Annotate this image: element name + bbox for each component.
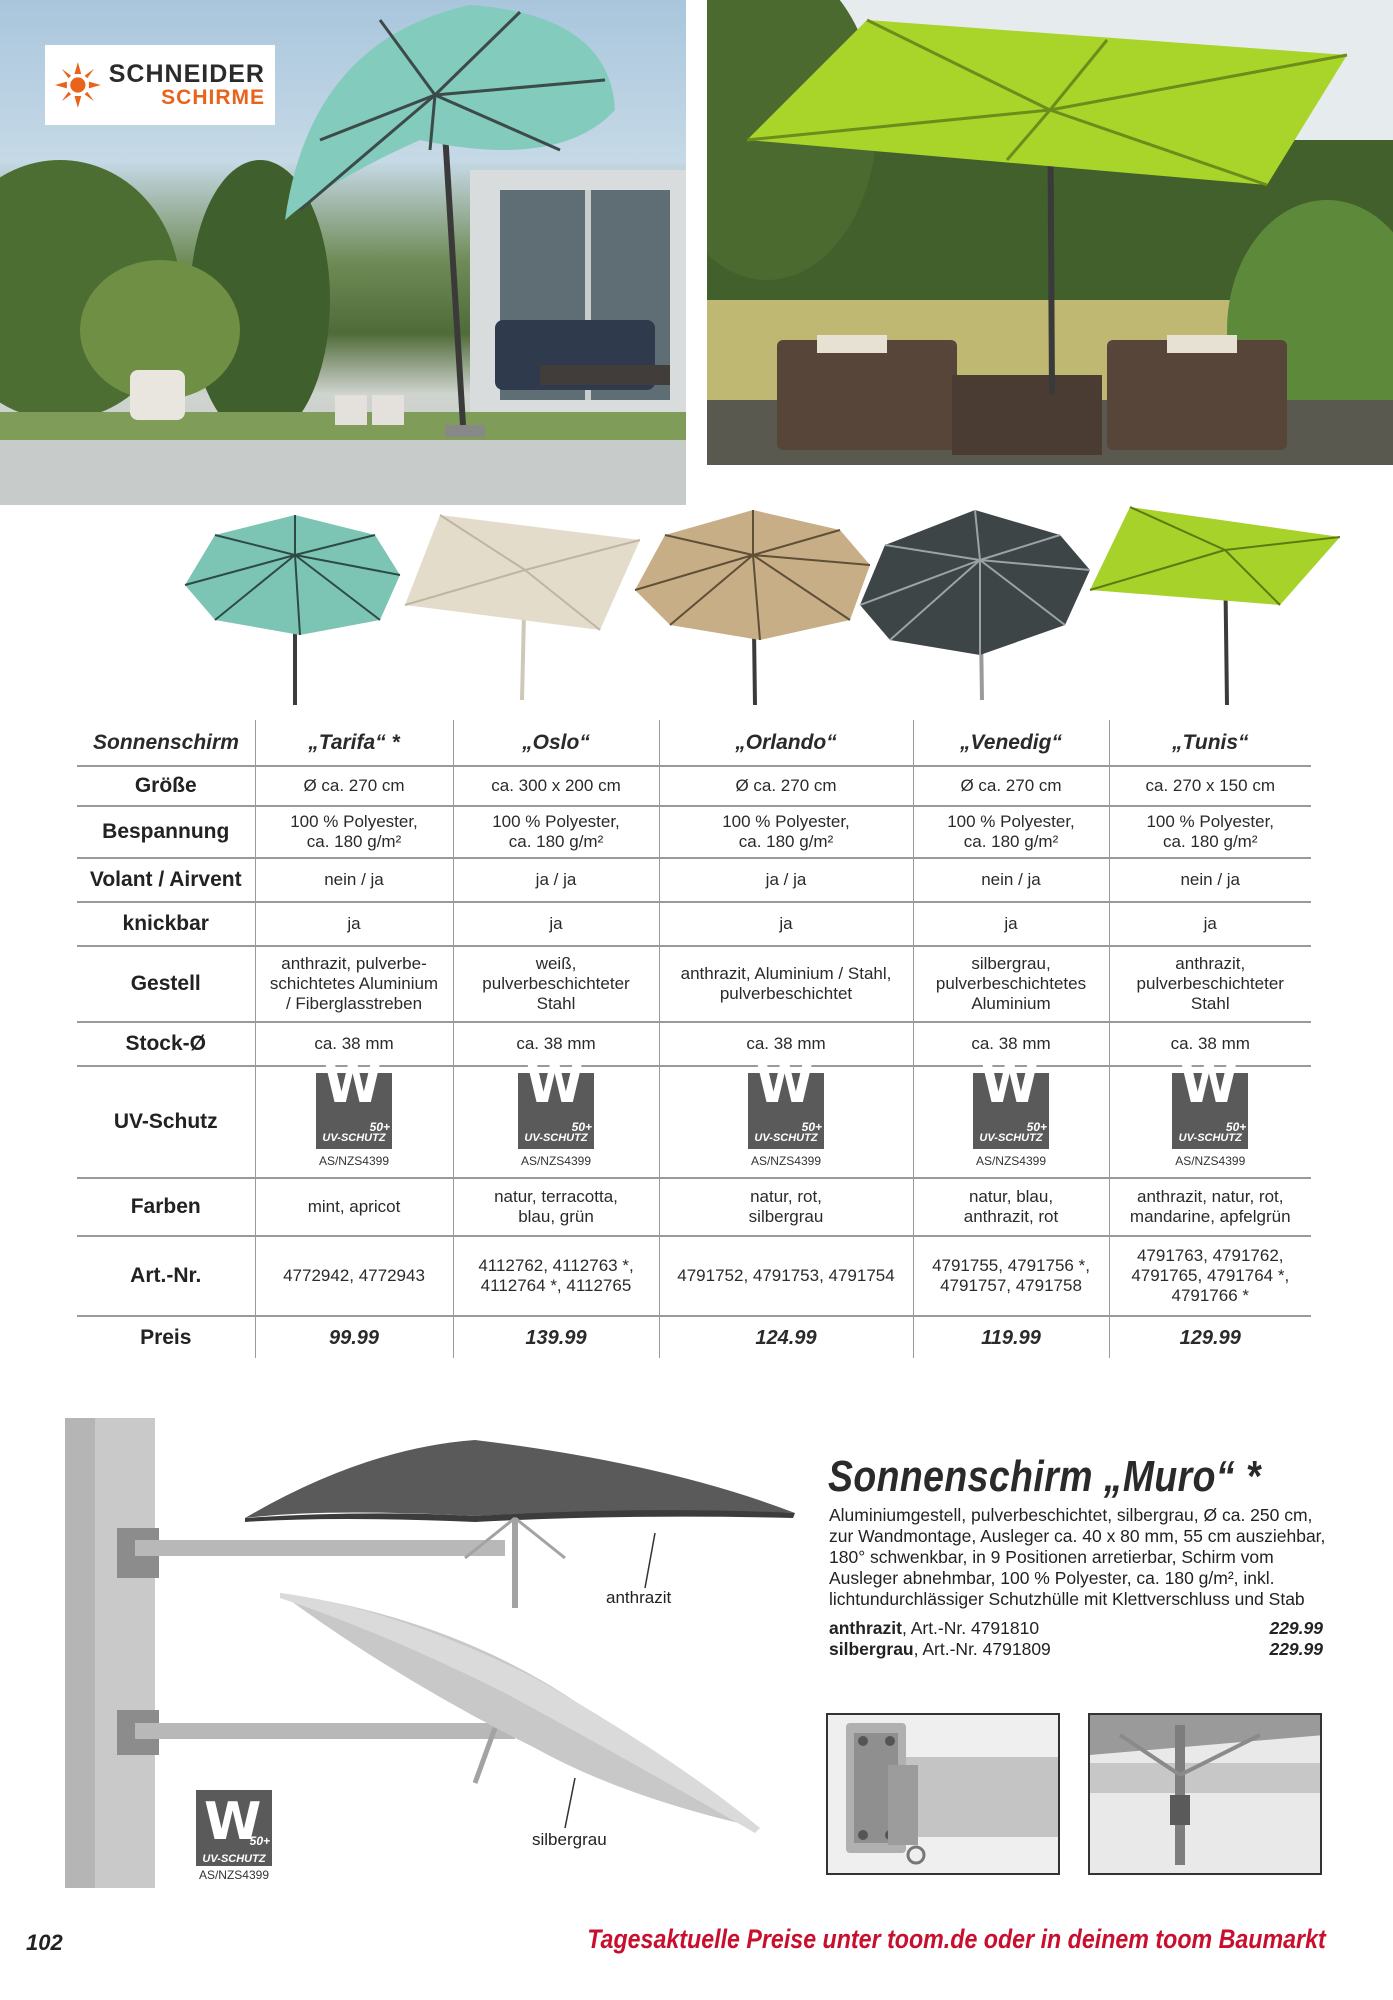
spec-value: 100 % Polyester, ca. 180 g/m² <box>947 812 1075 851</box>
spec-value: 100 % Polyester, ca. 180 g/m² <box>290 812 418 851</box>
uv-protection-icon: W 50+ UV-SCHUTZ <box>748 1073 824 1149</box>
umbrella-comparison-table <box>77 720 1311 1358</box>
brand-line2: SCHIRME <box>161 86 265 110</box>
spec-cell <box>453 946 659 1022</box>
table-row <box>77 902 1311 946</box>
uv-standard: AS/NZS4399 <box>750 1154 822 1168</box>
spec-cell <box>1109 858 1311 902</box>
spec-value: ca. 38 mm <box>1170 1034 1250 1053</box>
sun-logo-icon <box>55 58 101 112</box>
uv-badge <box>748 1055 824 1171</box>
price-cell <box>1109 1316 1311 1358</box>
hero-photo-tarifa <box>0 0 686 505</box>
uv-badge-cell <box>659 1055 913 1178</box>
uv-badge-cell <box>255 1055 453 1178</box>
spec-value: 4112762, 4112763 *, 4112764 *, 4112765 <box>478 1256 634 1295</box>
table-row <box>77 1178 1311 1236</box>
row-label: Stock-Ø <box>77 1022 255 1066</box>
spec-value: ca. 38 mm <box>746 1034 826 1053</box>
spec-value: ja <box>779 914 793 933</box>
spec-value: 100 % Polyester, ca. 180 g/m² <box>1146 812 1275 851</box>
price-value: 119.99 <box>981 1326 1041 1349</box>
spec-value: ja / ja <box>535 870 577 889</box>
page-number: 102 <box>26 1930 63 1955</box>
spec-value: natur, blau, anthrazit, rot <box>963 1187 1059 1226</box>
price-cell <box>659 1316 913 1358</box>
footer-slogan: Tagesaktuelle Preise unter toom.de oder in deinem toom Baumarkt <box>587 1924 1326 1954</box>
spec-cell <box>913 902 1109 946</box>
spec-cell <box>453 1178 659 1236</box>
detail-photo-umbrella-joint <box>1088 1713 1322 1875</box>
header-label: Sonnenschirm <box>77 720 255 766</box>
spec-cell <box>659 858 913 902</box>
spec-value: ja <box>347 914 361 933</box>
table-row <box>77 806 1311 858</box>
spec-cell <box>1109 902 1311 946</box>
spec-cell <box>1109 1178 1311 1236</box>
spec-value: 4791763, 4791762, 4791765, 4791764 *, 4791766 * <box>1131 1246 1290 1305</box>
spec-cell <box>659 766 913 806</box>
product-name-orlando: „Orlando“ <box>659 720 913 766</box>
row-label: Größe <box>77 766 255 806</box>
muro-variant-anthrazit <box>829 1618 1323 1639</box>
table-row <box>77 1022 1311 1066</box>
price-value: 139.99 <box>525 1326 587 1349</box>
spec-value: 4772942, 4772943 <box>283 1266 425 1285</box>
uv-protection-icon: W 50+ UV-SCHUTZ <box>316 1073 392 1149</box>
uv-protection-icon: W 50+ UV-SCHUTZ <box>196 1790 272 1866</box>
uv-badge-cell <box>913 1055 1109 1178</box>
row-label: Farben <box>77 1178 255 1236</box>
spec-cell <box>453 766 659 806</box>
price-value: 129.99 <box>1179 1326 1241 1349</box>
brand-line1: SCHNEIDER <box>108 59 265 88</box>
spec-cell <box>1109 1236 1311 1316</box>
spec-value: Ø ca. 270 cm <box>960 776 1062 795</box>
umbrella-joint-detail <box>1090 1715 1322 1875</box>
table-row <box>77 946 1311 1022</box>
spec-value: ca. 300 x 200 cm <box>491 776 621 795</box>
spec-value: mint, apricot <box>307 1197 401 1216</box>
uv-standard: AS/NZS4399 <box>1175 1154 1246 1168</box>
spec-cell <box>255 1236 453 1316</box>
spec-value: nein / ja <box>981 870 1041 889</box>
spec-value: ja / ja <box>765 870 807 889</box>
muro-description: Aluminiumgestell, pulverbeschichtet, silbergrau, Ø ca. 250 cm, zur Wandmontage, Ausleger ca. 40 x 80 mm, 55 cm ausziehbar, 180° schwenkbar, in 9 Positionen arretierbar, Schirm vom Ausleger abnehmbar, 100 % Polyester, ca. 180 g/m², inkl. lichtundurchlässiger Schutzhülle mit Klettverschluss und Stab <box>829 1505 1326 1609</box>
variant-price: 229.99 <box>1269 1639 1323 1659</box>
spec-value: 100 % Polyester, ca. 180 g/m² <box>722 812 850 851</box>
umbrella-orlando-image <box>635 510 870 705</box>
spec-cell <box>659 902 913 946</box>
spec-value: Ø ca. 270 cm <box>303 776 405 795</box>
umbrella-venedig-image <box>860 510 1090 700</box>
spec-value: nein / ja <box>324 870 384 889</box>
uv-standard: AS/NZS4399 <box>318 1154 390 1168</box>
spec-value: 4791755, 4791756 *, 4791757, 4791758 <box>932 1256 1090 1295</box>
spec-value: Ø ca. 270 cm <box>735 776 837 795</box>
row-label: Volant / Airvent <box>77 858 255 902</box>
variant-color: anthrazit <box>829 1618 902 1638</box>
product-name-tunis: „Tunis“ <box>1109 720 1311 766</box>
product-name-tarifa: „Tarifa“ * <box>255 720 453 766</box>
wall-bracket-detail <box>828 1715 1060 1875</box>
spec-value: ca. 270 x 150 cm <box>1145 776 1275 795</box>
spec-cell <box>913 946 1109 1022</box>
price-value: 124.99 <box>755 1326 817 1349</box>
spec-cell <box>453 858 659 902</box>
variant-color: silbergrau <box>829 1639 914 1659</box>
spec-cell <box>255 946 453 1022</box>
spec-value: ja <box>549 914 563 933</box>
muro-umbrella-illustration <box>65 1418 800 1888</box>
uv-badge-cell <box>1109 1055 1311 1178</box>
spec-value: ca. 38 mm <box>314 1034 394 1053</box>
uv-protection-icon: W 50+ UV-SCHUTZ <box>1172 1073 1248 1149</box>
price-value: 99.99 <box>328 1326 380 1349</box>
spec-cell <box>255 902 453 946</box>
table-row <box>77 858 1311 902</box>
detail-photo-wall-mount <box>826 1713 1060 1875</box>
spec-cell <box>255 766 453 806</box>
hero-photo-right-scene <box>707 0 1393 465</box>
spec-cell <box>913 766 1109 806</box>
uv-badge <box>973 1055 1049 1171</box>
row-label: Art.-Nr. <box>77 1236 255 1316</box>
spec-cell <box>913 806 1109 858</box>
product-umbrella-row <box>170 495 1350 705</box>
product-name-venedig: „Venedig“ <box>913 720 1109 766</box>
spec-cell <box>659 806 913 858</box>
row-label: Bespannung <box>77 806 255 858</box>
spec-value: nein / ja <box>1180 870 1241 889</box>
variant-art-nr: , Art.-Nr. 4791810 <box>901 1618 1040 1638</box>
row-label: UV-Schutz <box>77 1066 255 1178</box>
brand-logo <box>45 45 275 125</box>
price-cell <box>453 1316 659 1358</box>
spec-value: silbergrau, pulverbeschichtetes Aluminium <box>935 954 1087 1013</box>
spec-cell <box>453 902 659 946</box>
variant-art-nr: , Art.-Nr. 4791809 <box>913 1639 1051 1659</box>
price-cell <box>255 1316 453 1358</box>
table-row <box>77 766 1311 806</box>
uv-standard: AS/NZS4399 <box>975 1154 1047 1168</box>
uv-badge <box>1172 1055 1248 1171</box>
uv-protection-icon: W 50+ UV-SCHUTZ <box>973 1073 1049 1149</box>
spec-cell <box>1109 946 1311 1022</box>
spec-cell <box>255 1178 453 1236</box>
callout-silbergrau: silbergrau <box>532 1830 607 1849</box>
table-row <box>77 1236 1311 1316</box>
spec-value: anthrazit, pulverbe- schichtetes Aluminium / Fiberglasstreben <box>269 954 439 1013</box>
umbrella-oslo-image <box>405 515 640 700</box>
table-header-row <box>77 720 1311 766</box>
spec-value: ca. 38 mm <box>971 1034 1051 1053</box>
spec-value: ca. 38 mm <box>516 1034 596 1053</box>
spec-value: 4791752, 4791753, 4791754 <box>677 1266 895 1285</box>
spec-value: ja <box>1203 914 1217 933</box>
spec-cell <box>1109 806 1311 858</box>
spec-cell <box>1109 766 1311 806</box>
spec-cell <box>453 1236 659 1316</box>
umbrella-tarifa-image <box>185 515 400 705</box>
product-name-oslo: „Oslo“ <box>453 720 659 766</box>
spec-value: natur, terracotta, blau, grün <box>494 1187 618 1226</box>
spec-cell <box>659 946 913 1022</box>
hero-photo-tunis <box>707 0 1393 465</box>
spec-cell <box>255 858 453 902</box>
uv-badge-cell <box>453 1055 659 1178</box>
spec-value: weiß, pulverbeschichteter Stahl <box>482 954 630 1013</box>
variant-price: 229.99 <box>1269 1618 1323 1638</box>
spec-cell <box>913 1236 1109 1316</box>
uv-standard: AS/NZS4399 <box>198 1868 270 1882</box>
row-label: Gestell <box>77 946 255 1022</box>
callout-anthrazit: anthrazit <box>606 1588 672 1607</box>
muro-title: Sonnenschirm „Muro“ * <box>828 1452 1261 1501</box>
row-label: knickbar <box>77 902 255 946</box>
spec-value: anthrazit, natur, rot, mandarine, apfelgrün <box>1129 1187 1291 1226</box>
table-row <box>77 1066 1311 1178</box>
spec-value: anthrazit, Aluminium / Stahl, pulverbeschichtet <box>680 964 892 1003</box>
uv-badge <box>316 1055 392 1171</box>
price-cell <box>913 1316 1109 1358</box>
table-row <box>77 1316 1311 1358</box>
uv-badge <box>518 1055 594 1171</box>
spec-value: anthrazit, pulverbeschichteter Stahl <box>1136 954 1284 1013</box>
muro-uv-badge <box>196 1790 272 1882</box>
spec-value: 100 % Polyester, ca. 180 g/m² <box>492 812 620 851</box>
muro-variant-silbergrau <box>829 1639 1323 1660</box>
spec-value: natur, rot, silbergrau <box>748 1187 824 1226</box>
row-label: Preis <box>77 1316 255 1358</box>
spec-cell <box>659 1236 913 1316</box>
umbrella-tunis-image <box>1090 507 1340 705</box>
spec-cell <box>255 806 453 858</box>
spec-value: ja <box>1004 914 1018 933</box>
spec-cell <box>453 806 659 858</box>
spec-cell <box>913 1178 1109 1236</box>
uv-protection-icon: W 50+ UV-SCHUTZ <box>518 1073 594 1149</box>
spec-cell <box>659 1178 913 1236</box>
uv-standard: AS/NZS4399 <box>520 1154 592 1168</box>
spec-cell <box>913 858 1109 902</box>
